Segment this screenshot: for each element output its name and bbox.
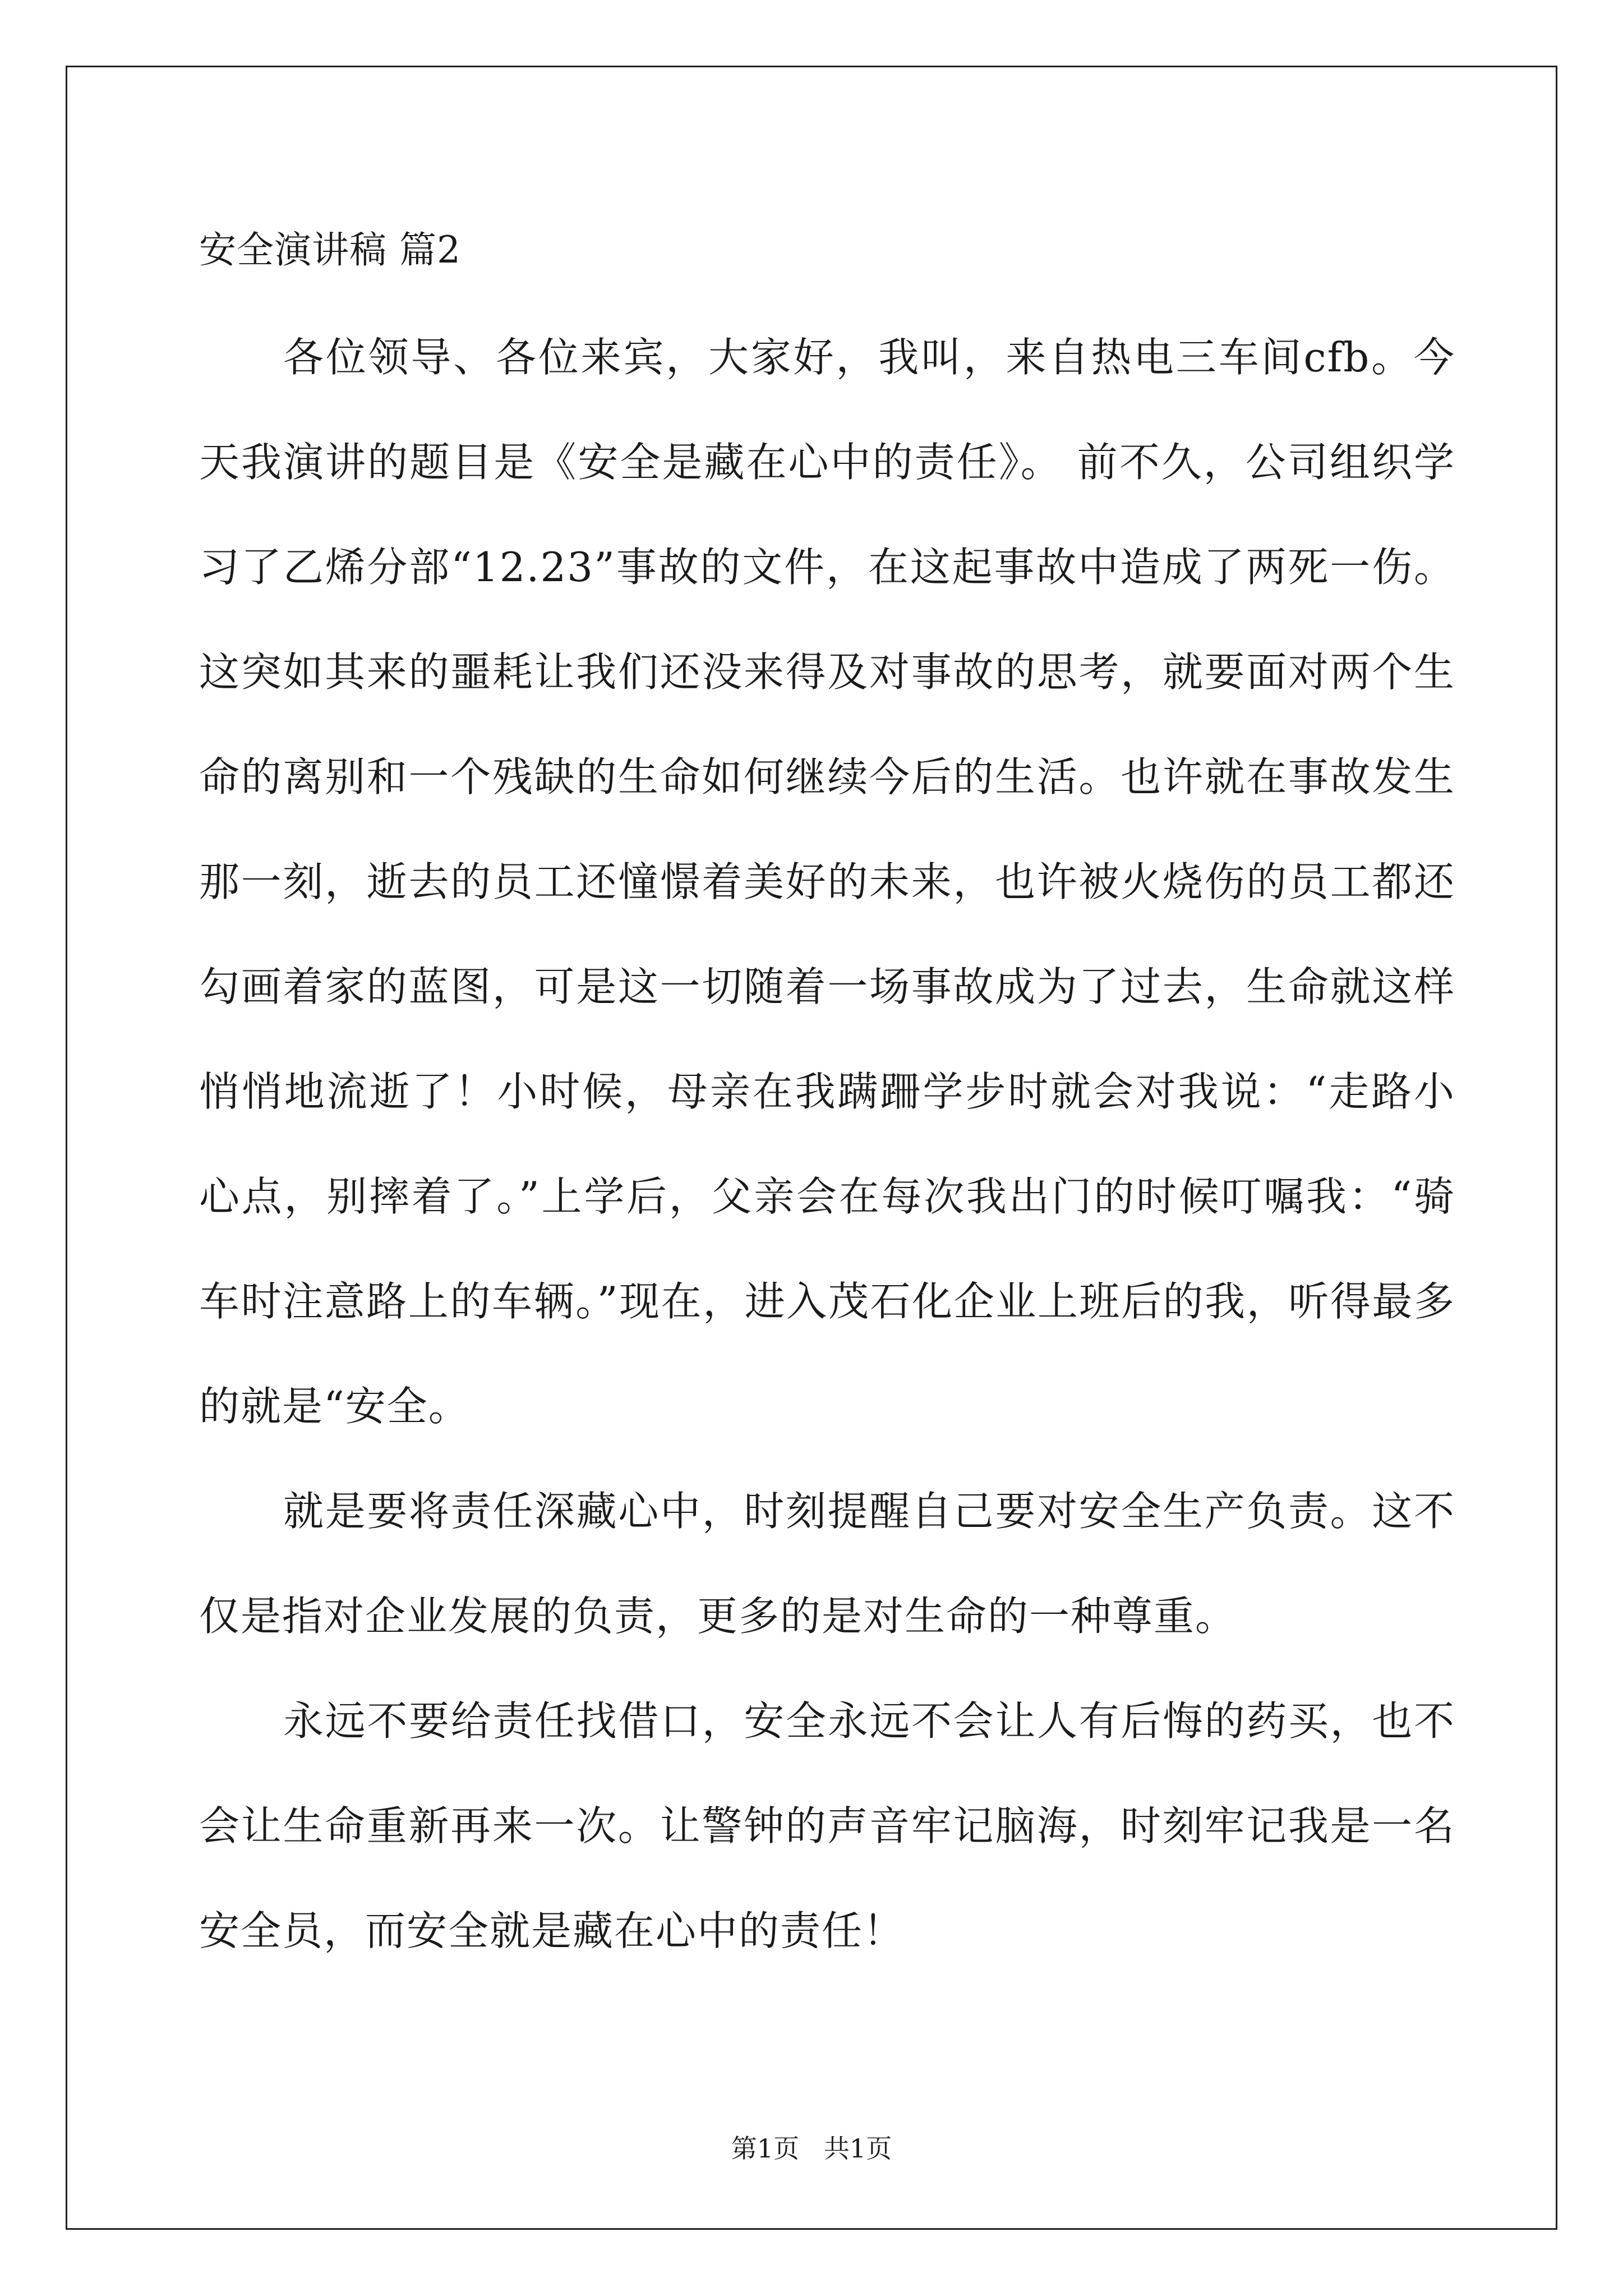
paragraph-3: 永远不要给责任找借口，安全永远不会让人有后悔的药买，也不会让生命重新再来一次。让警钟的声音牢记脑海，时刻牢记我是一名安全员，而安全就是藏在心中的责任！ xyxy=(199,1697,1455,1954)
paragraph-1: 各位领导、各位来宾，大家好，我叫，来自热电三车间cfb。今天我演讲的题目是《安全是藏在心中的责任》。 前不久，公司组织学习了乙烯分部“12.23”事故的文件，在这起事故中造成了两死一伤。这突如其来的噩耗让我们还没来得及对事故的思考，就要面对两个生命的离别和一个残缺的生命如何继续今后的生活。也许就在事故发生那一刻，逝去的员工还憧憬着美好的未来，也许被火烧伤的员工都还勾画着家的蓝图，可是这一切随着一场事故成为了过去，生命就这样悄悄地流逝了！小时候，母亲在我蹒跚学步时就会对我说：“走路小心点，别摔着了。”上学后，父亲会在每次我出门的时候叮嘱我：“骑车时注意路上的车辆。”现在，进入茂石化企业上班后的我，听得最多的就是“安全。 xyxy=(199,334,1455,1430)
paragraph-2: 就是要将责任深藏心中，时刻提醒自己要对安全生产负责。这不仅是指对企业发展的负责，更多的是对生命的一种尊重。 xyxy=(199,1488,1455,1640)
document-body xyxy=(199,213,1455,1984)
document-title: 安全演讲稿 篇2 xyxy=(199,228,461,272)
page-footer: 第1页 共1页 xyxy=(731,2133,892,2164)
